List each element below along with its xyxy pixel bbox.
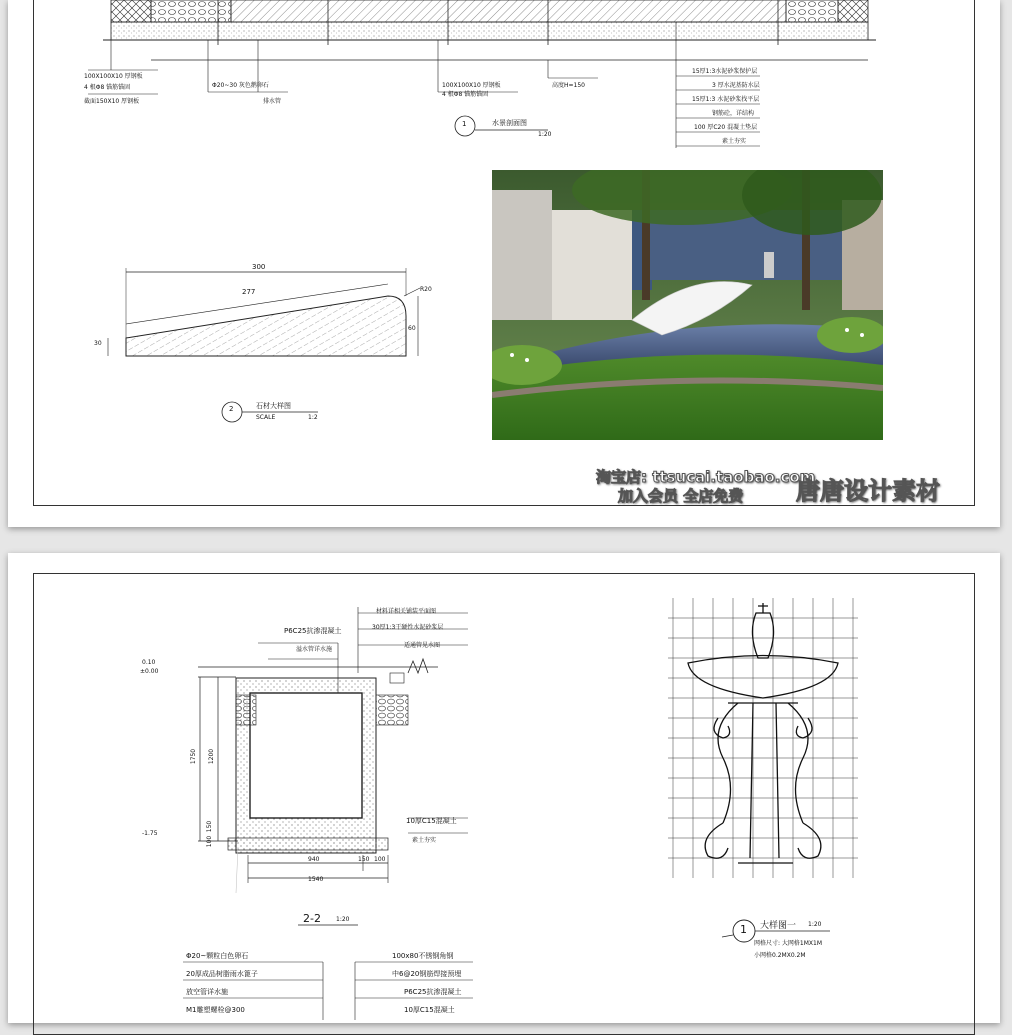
- callout-materials: 材料详相关铺装平面图: [376, 608, 437, 615]
- callout-mortar: 30厚1:3干硬性水泥砂浆层: [372, 624, 444, 631]
- fountain-detail-drawing: [668, 598, 868, 898]
- stone-dim-total: 300: [252, 263, 266, 271]
- callout-c15: 10厚C15混凝土: [406, 817, 457, 825]
- level-top: 0.10: [142, 659, 156, 666]
- drawing-sheet-1: [8, 0, 1000, 527]
- title2-text: 石材大样图: [256, 402, 291, 410]
- grid-note-2: 小网格0.2MX0.2M: [754, 952, 806, 959]
- callout-height: 高度H=150: [552, 82, 585, 89]
- dim-150b: 150: [358, 856, 370, 863]
- layer-4: 钢筋砼，详结构: [712, 110, 755, 117]
- callout-center-anchor: 4 根Φ8 锚筋锚固: [442, 91, 489, 98]
- title1-scale: 1:20: [538, 131, 552, 138]
- section-scale: 1:20: [336, 916, 350, 923]
- title2-scale-label: SCALE: [256, 414, 276, 421]
- callout-center-plate: 100X100X10 厚钢板: [442, 82, 501, 89]
- layer-6: 素土夯实: [722, 138, 747, 145]
- dim-100b: 100: [374, 856, 386, 863]
- water-feature-section-drawing: [8, 0, 1000, 160]
- legend-right-4: 10厚C15混凝土: [404, 1006, 455, 1014]
- detail-scale: 1:20: [808, 921, 822, 928]
- legend-left-3: 放空管详水施: [186, 988, 228, 996]
- stone-dim-slope: 277: [242, 288, 256, 296]
- layer-1: 15厚1:3水泥砂浆保护层: [692, 68, 758, 75]
- level-zero: ±0.00: [140, 668, 159, 675]
- legend-left-4: M1雕塑螺栓@300: [186, 1006, 245, 1014]
- callout-drain: 排水管: [263, 98, 282, 105]
- stone-dim-left: 30: [94, 340, 102, 347]
- legend-left-2: 20厚成品树脂雨水篦子: [186, 970, 258, 978]
- stone-dim-radius: R20: [420, 286, 432, 293]
- title2-number: 2: [229, 405, 234, 413]
- tank-section-drawing: [108, 593, 568, 923]
- callout-section-plate: 截面150X10 厚钢板: [84, 98, 140, 105]
- stone-dim-right: 60: [408, 325, 416, 332]
- level-bottom: -1.75: [142, 830, 158, 837]
- grid-note-1: 网格尺寸: 大网格1MX1M: [754, 940, 823, 947]
- dim-100: 100: [206, 835, 214, 848]
- layer-3: 15厚1:3 水泥砂浆找平层: [692, 96, 760, 103]
- stone-detail-drawing: [88, 260, 428, 380]
- layer-5: 100 厚C20 混凝土垫层: [694, 124, 758, 131]
- legend-right-3: P6C25抗渗混凝土: [404, 988, 462, 996]
- dim-940: 940: [308, 856, 320, 863]
- detail-title: 大样图一: [760, 921, 797, 931]
- watermark-brand: 唐唐设计素材: [796, 477, 940, 505]
- title2-scale: 1:2: [308, 414, 318, 421]
- callout-soil: 素土夯实: [412, 837, 437, 844]
- legend-right-1: 100x80不锈钢角钢: [392, 952, 454, 960]
- legend-right-2: 中6@20钢筋焊接预埋: [392, 970, 462, 978]
- title1-number: 1: [462, 120, 467, 128]
- callout-pipe: 适通管见水图: [404, 642, 441, 649]
- callout-anchor: 4 根Φ8 锚筋锚固: [84, 84, 131, 91]
- dim-150: 150: [206, 820, 214, 833]
- title1-text: 水景剖面图: [492, 119, 527, 127]
- dim-1750: 1750: [190, 748, 198, 765]
- watermark-member: 加入会员 全店免费: [618, 487, 744, 505]
- callout-overflow: 溢水管详水施: [296, 646, 333, 653]
- water-feature-rendering: [492, 170, 883, 440]
- layer-2: 3 厚水泥基防水层: [712, 82, 760, 89]
- callout-steel-plate: 100X100X10 厚钢板: [84, 73, 143, 80]
- section-title: 2-2: [303, 912, 321, 925]
- dim-1200: 1200: [208, 748, 216, 765]
- dim-1540: 1540: [308, 876, 324, 883]
- callout-pebbles: Φ20~30 灰色鹅卵石: [212, 82, 269, 89]
- detail-number: 1: [740, 923, 747, 936]
- callout-p6c25: P6C25抗渗混凝土: [284, 627, 342, 635]
- legend-left-1: Φ20~颗粒白色卵石: [186, 952, 249, 960]
- drawing-sheet-2: [8, 553, 1000, 1023]
- watermark-shop: 淘宝店: ttsucai.taobao.com: [596, 468, 816, 486]
